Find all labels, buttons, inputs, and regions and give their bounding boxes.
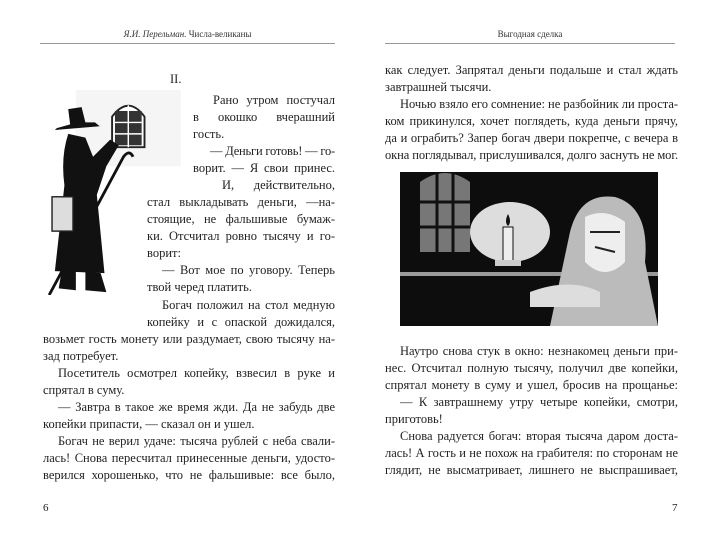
text-line: в окошко вчерашний (193, 110, 335, 124)
text-line: да и ограбить? Запер богач двери покрепче, с вечера в (385, 131, 678, 145)
header-author: Я.И. Перельман. (123, 29, 187, 39)
text-line: Богач положил на стол медную (162, 298, 335, 312)
right-page (355, 0, 711, 540)
text-line: копейку и с опаской дожидался, (147, 315, 335, 329)
text-line: — Завтра в такое же время жди. Да не забудь две (58, 400, 335, 414)
text-line: — К завтрашнему утру четыре копейки, смотри, (400, 395, 678, 409)
text-line: ворит: (147, 246, 181, 260)
running-header-left (40, 29, 335, 40)
text-line: Посетитель осмотрел копейку, взвесил в руке и (58, 366, 335, 380)
text-line: Рано утром постучал (213, 93, 335, 107)
text-line: Наутро снова стук в окно: незнакомец деньги при- (400, 344, 678, 358)
page-number: 6 (43, 502, 49, 514)
text-line: стал выкладывать деньги, —на- (147, 195, 335, 209)
text-line: Ночью взяло его сомнение: не разбойник ли проста- (400, 97, 678, 111)
text-line: копейки припасти, — сказал он и ушел. (43, 417, 255, 431)
text-line: приготовь! (385, 412, 443, 426)
text-line: ворит. — Я свои принес. (193, 161, 335, 175)
page-number: 7 (672, 502, 678, 514)
text-line: верился хорошенько, что не фальшивые: все было, (43, 468, 335, 482)
text-line: окна поглядывал, прислушивался, долго заснуть не мог. (385, 148, 679, 162)
header-book-title: Числа-великаны (188, 29, 252, 39)
text-line: Богач не верил удаче: тысяча рублей с неба свали- (58, 434, 335, 448)
text-line: возьмет гость монету или раздумает, свою тысячу на- (43, 332, 335, 346)
text-line: — Деньги готовь! — го- (210, 144, 335, 158)
text-line: лась! А гость и не похож на грабителя: по сторонам не (385, 446, 678, 460)
night-vigil-illustration (400, 172, 658, 326)
running-header-right: Выгодная сделка (497, 29, 563, 39)
text-line: завтрашней тысячи. (385, 80, 492, 94)
text-line: твой черед платить. (147, 280, 252, 294)
left-page (0, 0, 355, 540)
text-line: глядит, не высматривает, лишнего не выспрашивает, (385, 463, 678, 477)
text-line: — Вот мое по уговору. Теперь (162, 263, 335, 277)
text-line: нес. Отсчитал полную тысячу, получил две копейки, (385, 361, 678, 375)
header-rule (385, 43, 675, 44)
text-line: спрятал в суму. (43, 383, 125, 397)
text-line: гость. (193, 127, 225, 141)
text-line: И, действительно, (222, 178, 335, 192)
text-line: ком прикинулся, хочет поглядеть, куда деньги прячу, (385, 114, 678, 128)
text-line: Снова радуется богач: вторая тысяча даром доста- (400, 429, 678, 443)
header-rule (40, 43, 335, 44)
text-line: ки. Отсчитал ровно тысячу и го- (147, 229, 335, 243)
text-line: как следует. Запрятал деньги подальше и стал ждать (385, 63, 678, 77)
text-line: лась! Снова пересчитал принесенные деньги, удосто- (43, 451, 335, 465)
text-line: зад потребует. (43, 349, 119, 363)
text-line: спрятал монету в суму и ушел, бросив на прощанье: (385, 378, 678, 392)
text-line: стоящие, не фальшивые бумаж- (147, 212, 335, 226)
chapter-number: II. (170, 72, 182, 86)
